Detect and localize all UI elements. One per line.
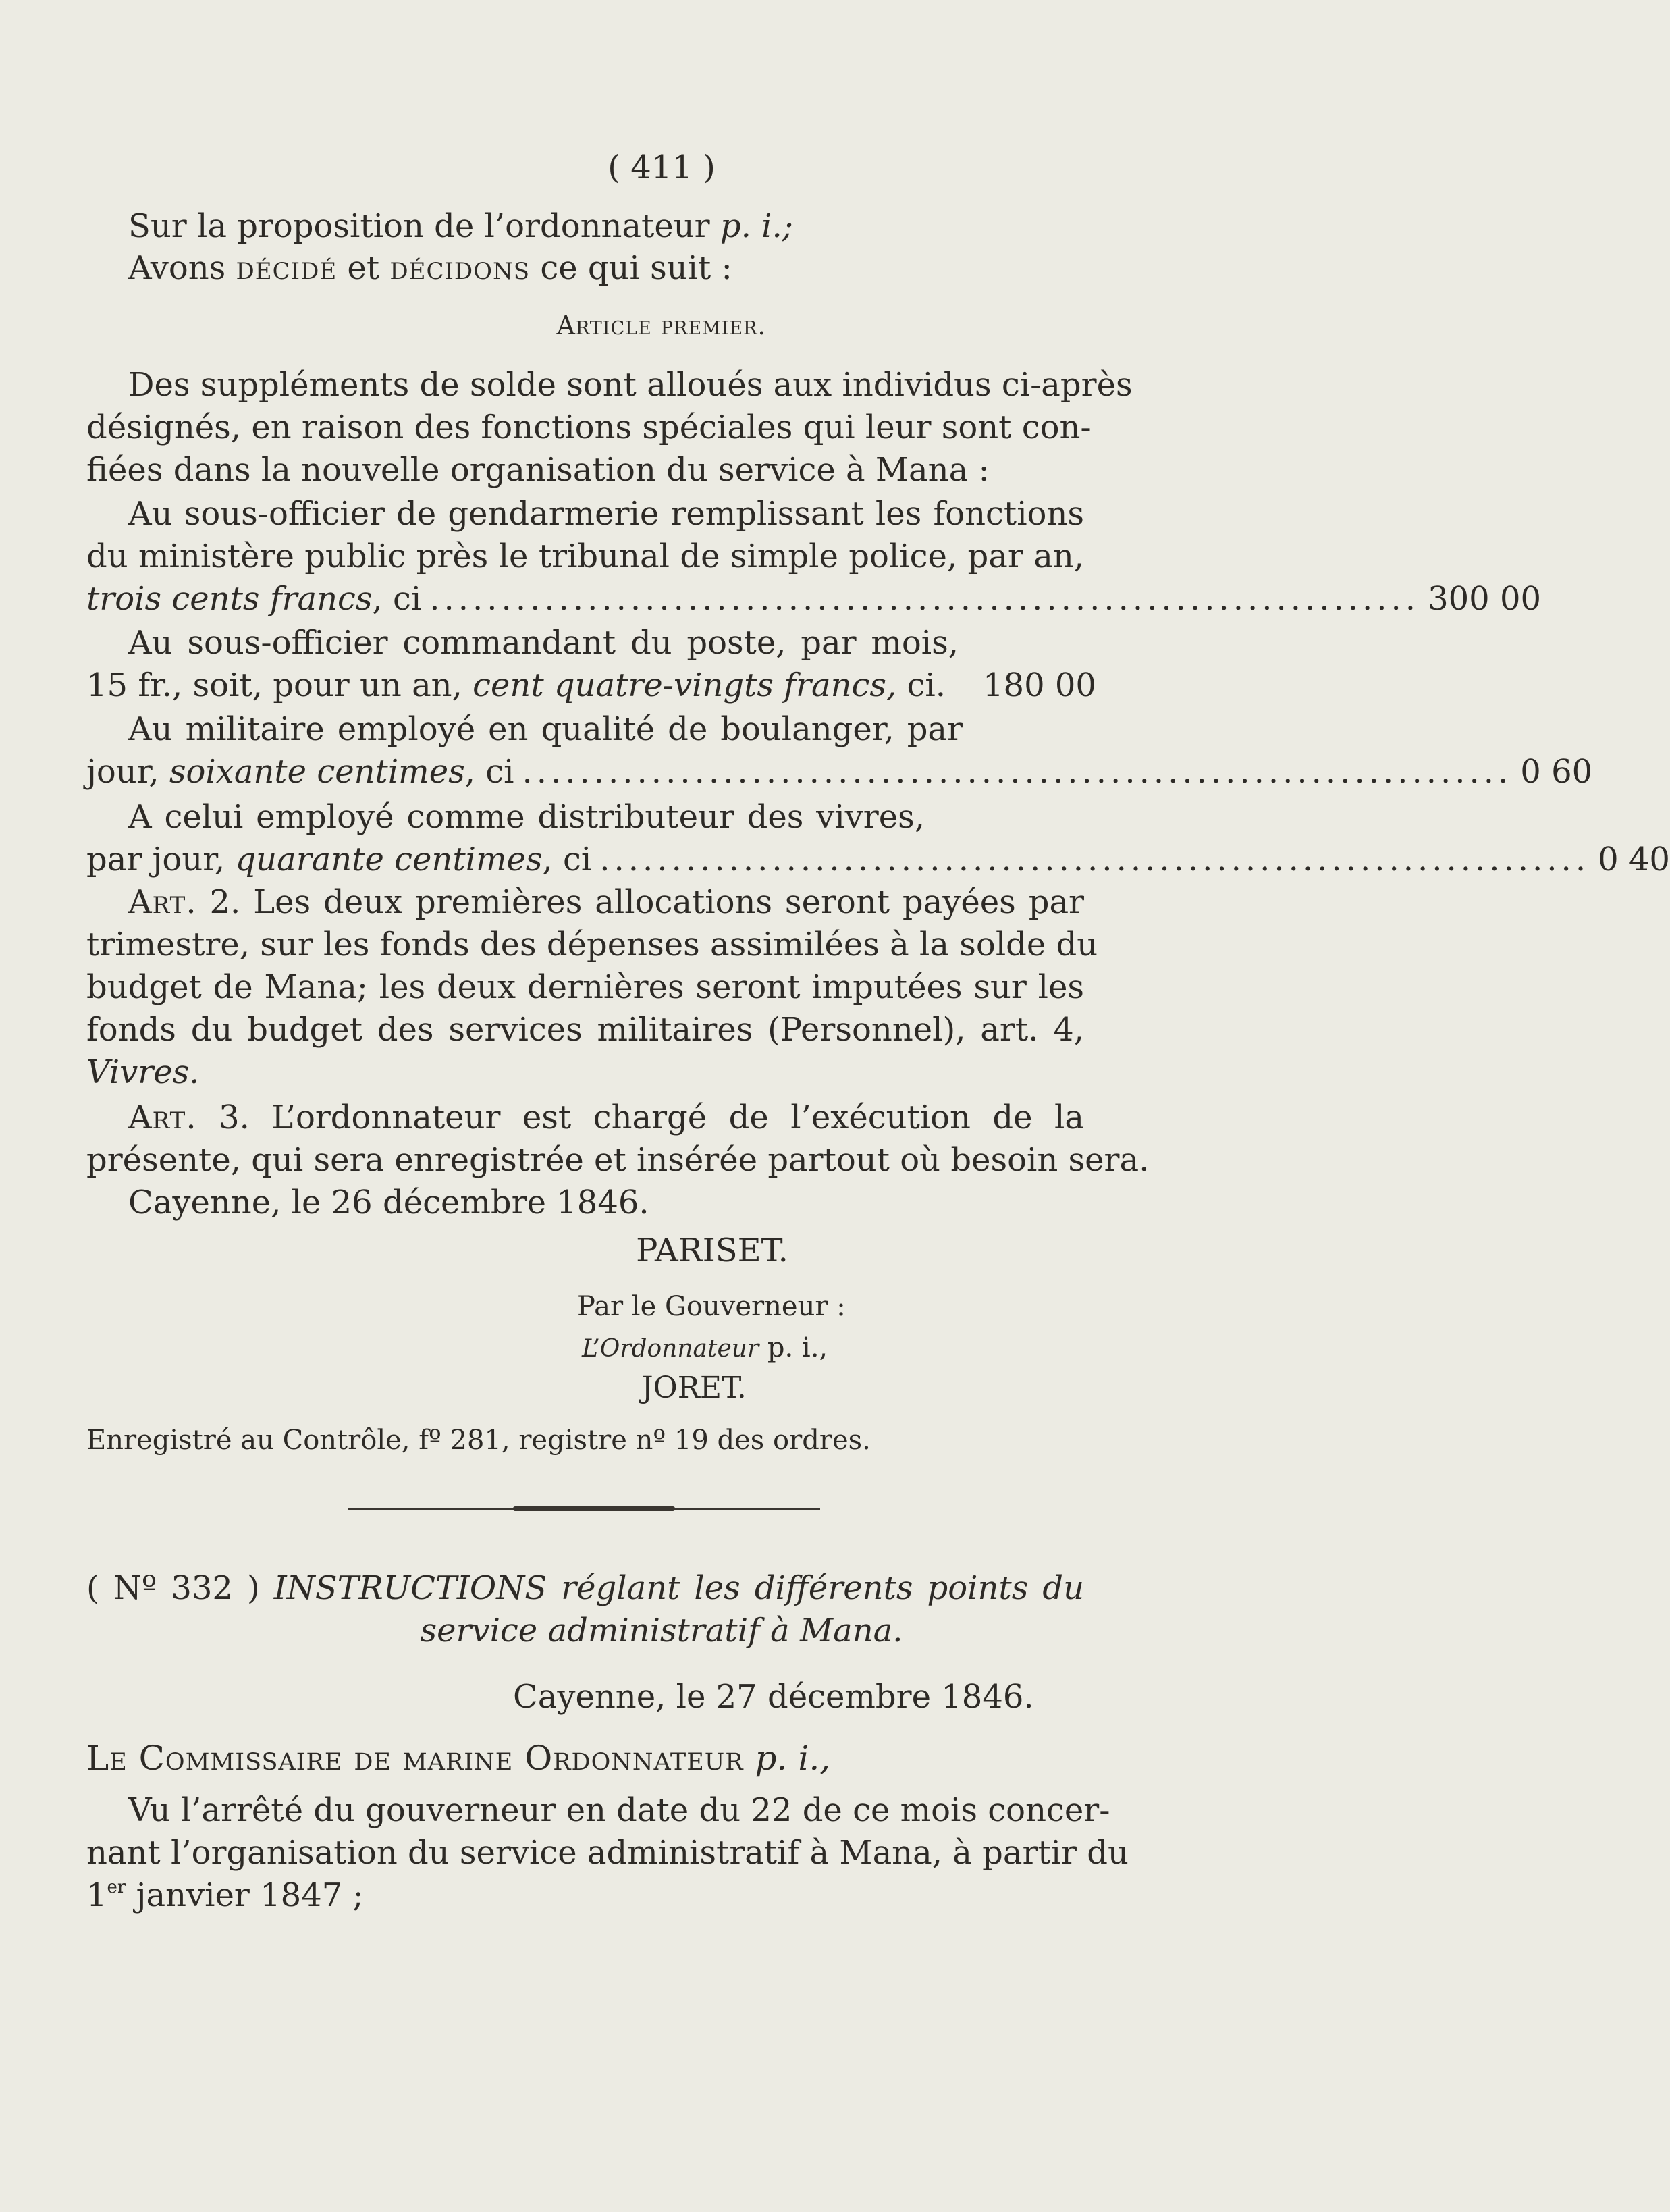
- text-italic: p. i.,: [755, 1739, 831, 1778]
- date-text: Cayenne, le 26 décembre 1846.: [128, 1184, 649, 1221]
- text: janvier 1847 ;: [126, 1876, 364, 1914]
- text: Des suppléments de solde sont alloués aux individus ci-après: [128, 366, 1133, 404]
- text: , ci: [542, 841, 592, 878]
- ordonnateur-line: [582, 1327, 828, 1369]
- text: Par le Gouverneur :: [577, 1291, 846, 1322]
- paragraph-line: [86, 1790, 1110, 1831]
- text: 2. Les deux premières allocations seront payées par: [196, 883, 1084, 921]
- text-italic: service administratif à Mana.: [420, 1612, 903, 1650]
- text-italic: soixante centimes: [169, 753, 465, 791]
- text-smallcaps: Le Commissaire de marine Ordonnateur: [86, 1739, 755, 1778]
- paragraph-line: [86, 924, 1098, 965]
- superscript: er: [107, 1877, 126, 1897]
- paragraph-line: [86, 797, 925, 837]
- allocation-row: [86, 665, 1096, 706]
- text: 15 fr., soit, pour un an,: [86, 666, 473, 704]
- instructions-title-line: [86, 1568, 1084, 1608]
- allocation-row: [86, 839, 1670, 880]
- paragraph-line: [86, 1833, 1129, 1873]
- paragraph-line: [86, 407, 1092, 448]
- text: nant l’organisation du service administratif à Mana, à partir du: [86, 1834, 1129, 1872]
- paragraph-line: [86, 1052, 1084, 1092]
- heading-text: Article premier.: [556, 311, 767, 340]
- text-italic: INSTRUCTIONS réglant les différents points du: [273, 1569, 1085, 1607]
- text: du ministère public près le tribunal de simple police, par an,: [86, 537, 1084, 575]
- text-italic: p. i.;: [720, 207, 793, 245]
- text: , ci: [464, 753, 514, 791]
- leader-space: [946, 665, 983, 706]
- article-heading: [0, 305, 1323, 346]
- text: 1: [86, 1876, 107, 1914]
- text: budget de Mana; les deux dernières seront imputées sur les: [86, 968, 1084, 1006]
- leader-dots: .....................................................................: [599, 841, 1590, 878]
- text: Au militaire employé en qualité de boulanger, par: [128, 710, 963, 748]
- decision-line: [128, 248, 732, 288]
- instructions-title-line: [0, 1610, 1323, 1651]
- text-italic: Vivres.: [86, 1053, 200, 1091]
- amount: 300 00: [1428, 580, 1542, 618]
- page-number-text: ( 411 ): [608, 149, 716, 186]
- paragraph-line: [86, 1875, 1084, 1916]
- text: jour,: [86, 753, 169, 791]
- text: Vu l’arrêté du gouverneur en date du 22 de ce mois concer-: [128, 1791, 1110, 1829]
- amount: 0 40: [1598, 841, 1670, 878]
- registration-line: [86, 1420, 871, 1460]
- paragraph-line: [86, 1009, 1084, 1050]
- text: fiées dans la nouvelle organisation du service à Mana :: [86, 451, 990, 489]
- text: Sur la proposition de l’ordonnateur: [128, 207, 720, 245]
- text: ( Nº 332 ): [86, 1569, 274, 1607]
- text-smallcaps: Art.: [128, 1099, 197, 1136]
- text: A celui employé comme distributeur des vivres,: [128, 798, 925, 836]
- paragraph-line: [86, 623, 959, 663]
- text: 3. L’ordonnateur est chargé de l’exécution de la: [196, 1099, 1084, 1136]
- proposition-line: [128, 206, 793, 246]
- amount: 0 60: [1520, 753, 1593, 791]
- text: fonds du budget des services militaires (Personnel), art. 4,: [86, 1011, 1084, 1049]
- text: Au sous-officier commandant du poste, par mois,: [128, 624, 959, 662]
- text: présente, qui sera enregistrée et insérée partout où besoin sera.: [86, 1141, 1150, 1179]
- leader-dots: .....................................................................: [522, 753, 1513, 791]
- text: Au sous-officier de gendarmerie remplissant les fonctions: [128, 495, 1084, 533]
- text: ce qui suit :: [530, 249, 732, 287]
- allocation-row: [86, 752, 1593, 792]
- date-line: [513, 1677, 1034, 1717]
- signature-joret: [641, 1368, 747, 1408]
- text: par jour,: [86, 841, 236, 878]
- text: ci.: [896, 666, 946, 704]
- text: , ci: [372, 580, 422, 618]
- signature-text: JORET.: [641, 1371, 747, 1405]
- signature-text: PARISET.: [636, 1232, 788, 1269]
- paragraph-line: [86, 1097, 1084, 1138]
- text-italic: quarante centimes: [235, 841, 543, 878]
- text-italic: cent quatre-vingts francs,: [473, 666, 897, 704]
- text: désignés, en raison des fonctions spéciales qui leur sont con-: [86, 409, 1092, 446]
- date-text: Cayenne, le 27 décembre 1846.: [513, 1678, 1034, 1716]
- text-smallcaps: Art.: [128, 883, 197, 921]
- separator-ornament: [513, 1506, 675, 1511]
- date-line: [86, 1182, 1126, 1223]
- text-smallcaps: décidons: [389, 249, 531, 287]
- paragraph-line: [86, 536, 1084, 577]
- text: p. i.,: [759, 1332, 828, 1363]
- text: trimestre, sur les fonds des dépenses assimilées à la solde du: [86, 926, 1098, 964]
- paragraph-line: [86, 365, 1133, 405]
- allocation-row: [86, 579, 1542, 619]
- text: Avons: [128, 249, 236, 287]
- amount: 180 00: [983, 666, 1096, 704]
- signature-pariset: [0, 1230, 1323, 1271]
- paragraph-line: [86, 967, 1084, 1007]
- paragraph-line: [86, 882, 1084, 922]
- paragraph-line: [86, 450, 1084, 490]
- paragraph-line: [86, 709, 963, 749]
- text-italic: trois cents francs: [86, 580, 373, 618]
- page-number: [0, 147, 1323, 188]
- paragraph-line: [86, 494, 1084, 534]
- text-italic: L’Ordonnateur: [582, 1335, 759, 1363]
- leader-dots: .....................................................................: [429, 580, 1420, 618]
- text: et: [337, 249, 390, 287]
- paragraph-line: [86, 1140, 1150, 1180]
- par-le-gouverneur: [577, 1286, 846, 1327]
- text: Enregistré au Contrôle, fº 281, registre nº 19 des ordres.: [86, 1425, 871, 1456]
- commissaire-line: [86, 1738, 1084, 1779]
- text-smallcaps: décidé: [236, 249, 338, 287]
